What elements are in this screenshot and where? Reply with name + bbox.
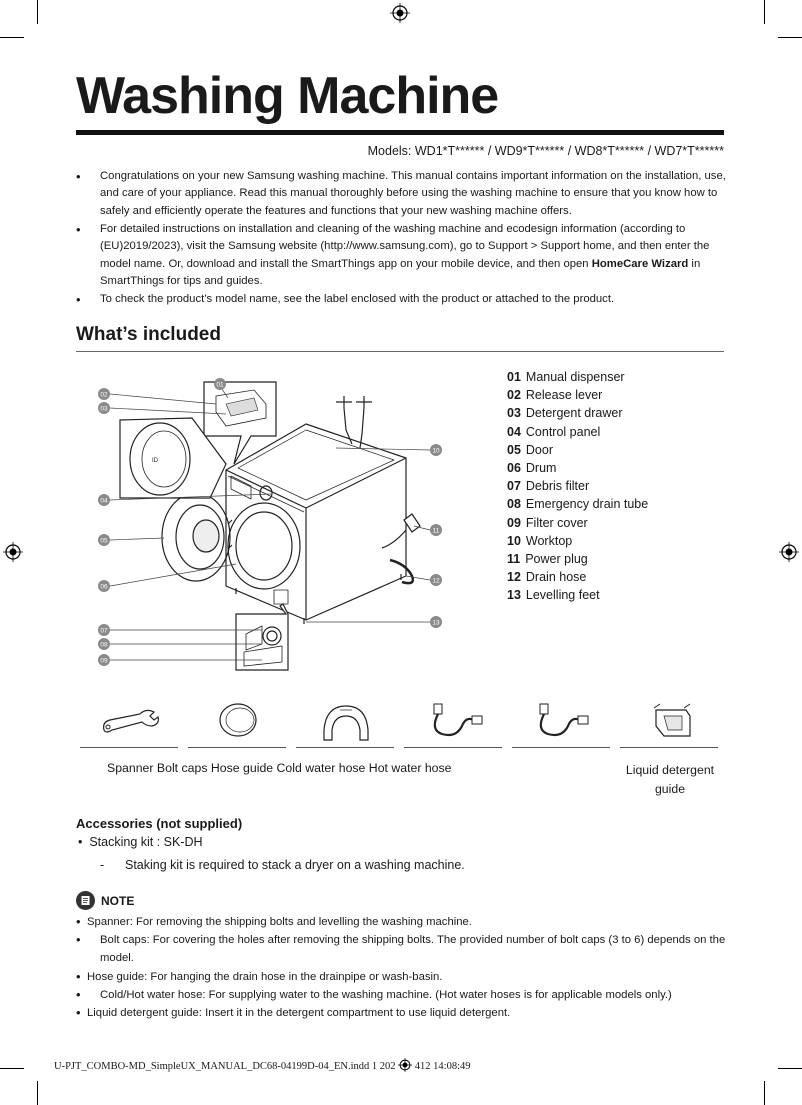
note-label: NOTE — [101, 893, 135, 908]
accessory-bolt-caps — [188, 700, 286, 750]
parts-list — [507, 368, 648, 604]
notes-list — [76, 913, 726, 1022]
note-icon — [76, 891, 95, 910]
part-item — [507, 423, 648, 441]
part-number: 09 — [507, 515, 521, 530]
part-label: Levelling feet — [525, 588, 600, 603]
callout-badge-09 — [98, 654, 110, 666]
whats-included-title: What’s included — [76, 324, 221, 345]
washing-machine-diagram — [76, 364, 496, 684]
part-item — [507, 386, 648, 404]
registration-mark-top-icon — [390, 3, 410, 23]
svg-text:01: 01 — [216, 381, 224, 389]
svg-text:02: 02 — [100, 391, 108, 399]
intro-bullet-2 — [76, 221, 726, 291]
intro-bullet-2-text-b: in SmartThings for tips and guides. — [100, 257, 701, 287]
crop-mark-bottom-left-v — [37, 1081, 38, 1105]
accessory-labels: Spanner Bolt caps Hose guide Cold water hose Hot water hose — [107, 761, 452, 775]
crop-mark-bottom-right-h — [778, 1068, 802, 1069]
registration-mark-right-icon — [779, 542, 799, 562]
accessory-cold-water-hose — [404, 700, 502, 750]
part-item — [507, 477, 648, 495]
crop-mark-top-right-v — [764, 0, 765, 24]
svg-text:10: 10 — [432, 447, 440, 455]
part-number: 10 — [507, 533, 521, 548]
models-line: Models: WD1*T****** / WD9*T****** / WD8*T****** / WD7*T****** — [367, 144, 724, 158]
stacking-kit-item: • Stacking kit : SK-DH — [78, 835, 203, 849]
note-item: • Cold/Hot water hose: For supplying water to the washing machine. (Hot water hoses is for applicable models only.) — [76, 986, 726, 1004]
callout-badge-08 — [98, 638, 110, 650]
part-label: Emergency drain tube — [525, 497, 649, 512]
callout-badge-06 — [98, 580, 110, 592]
note-item: • Spanner: For removing the shipping bolts and levelling the washing machine. — [76, 913, 726, 931]
accessory-hot-water-hose — [512, 700, 610, 750]
svg-text:03: 03 — [100, 405, 108, 413]
svg-text:07: 07 — [100, 627, 108, 635]
part-number: 02 — [507, 388, 521, 403]
callout-badge-04 — [98, 494, 110, 506]
part-item — [507, 532, 648, 550]
callout-badge-05 — [98, 534, 110, 546]
part-item — [507, 404, 648, 422]
svg-text:12: 12 — [432, 577, 440, 585]
part-number: 06 — [507, 460, 521, 475]
callout-badge-10 — [430, 444, 442, 456]
footer-date-part: 202 — [379, 1061, 396, 1072]
intro-bullet-1 — [76, 168, 726, 220]
callout-badge-12 — [430, 574, 442, 586]
intro-bullet-2-text-a: For detailed instructions on installation and cleaning of the washing machine and ecodesign information (according to (EU)2019/2023), visit the Samsung website (http://www.samsung.com), go to Support > Support home, and then enter the model name. Or, download and install the SmartThings app on your mobile device, and then open — [100, 222, 710, 270]
registration-mark-bottom-icon — [398, 1058, 412, 1072]
intro-bullet-3 — [76, 291, 726, 308]
note-item: • Hose guide: For hanging the drain hose in the drainpipe or wash-basin. — [76, 968, 726, 986]
crop-mark-top-left-h — [0, 37, 24, 38]
part-item — [507, 550, 648, 568]
part-item — [507, 459, 648, 477]
stacking-kit-subitem: - Staking kit is required to stack a dryer on a washing machine. — [100, 858, 465, 872]
part-item — [507, 568, 648, 586]
part-number: 04 — [507, 424, 521, 439]
part-label: Control panel — [525, 424, 601, 439]
part-number: 08 — [507, 497, 521, 512]
liquid-detergent-guide-icon — [620, 700, 718, 746]
crop-mark-bottom-left-h — [0, 1068, 24, 1069]
part-number: 11 — [507, 551, 521, 566]
part-label: Manual dispenser — [525, 370, 625, 384]
section-rule — [76, 351, 724, 352]
part-item — [507, 495, 648, 513]
part-label: Filter cover — [525, 515, 588, 530]
callout-badge-13 — [430, 616, 442, 628]
footer-file-name: U-PJT_COMBO-MD_SimpleUX_MANUAL_DC68-04199D-04_EN.indd 1 — [54, 1061, 378, 1072]
intro-bullet-3-text: To check the product’s model name, see the label enclosed with the product or attached to the product. — [100, 292, 615, 305]
part-number: 07 — [507, 479, 521, 494]
accessory-liquid-detergent-guide — [620, 700, 718, 750]
crop-mark-bottom-right-v — [764, 1081, 765, 1105]
accessory-spanner — [80, 700, 178, 750]
registration-mark-left-icon — [3, 542, 23, 562]
svg-text:11: 11 — [432, 527, 440, 535]
accessory-divider — [80, 747, 178, 748]
accessory-divider — [404, 747, 502, 748]
part-item — [507, 368, 648, 386]
accessory-hose-guide — [296, 700, 394, 750]
part-number: 03 — [507, 406, 521, 421]
part-label: Debris filter — [525, 479, 590, 494]
callout-badge-01 — [214, 378, 226, 390]
footer-time: 412 14:08:49 — [414, 1061, 471, 1072]
part-number: 13 — [507, 588, 521, 603]
part-label: Door — [525, 442, 553, 457]
note-item: • Bolt caps: For covering the holes after removing the shipping bolts. The provided number of bolt caps (3 to 6) depends on the model. — [76, 931, 726, 967]
accessory-divider — [296, 747, 394, 748]
part-number: 12 — [507, 570, 521, 585]
accessories-not-supplied-title: Accessories (not supplied) — [76, 816, 243, 831]
part-label: Drain hose — [525, 570, 587, 585]
part-number: 05 — [507, 442, 521, 457]
stacking-kit-text: Stacking kit : SK-DH — [89, 835, 203, 849]
svg-text:09: 09 — [100, 657, 108, 665]
svg-text:08: 08 — [100, 641, 108, 649]
note-item: • Liquid detergent guide: Insert it in the detergent compartment to use liquid detergent. — [76, 1004, 726, 1022]
intro-list — [76, 168, 726, 309]
liquid-detergent-guide-label: Liquid detergent guide — [625, 763, 715, 796]
crop-mark-top-left-v — [37, 0, 38, 24]
spanner-icon — [80, 700, 178, 746]
homecare-wizard-text: HomeCare Wizard — [591, 257, 689, 270]
accessories-row — [80, 700, 720, 750]
svg-text:04: 04 — [100, 497, 108, 505]
page-title: Washing Machine — [76, 67, 499, 125]
title-rule — [76, 130, 724, 135]
svg-text:05: 05 — [100, 537, 108, 545]
bolt-cap-icon — [188, 700, 286, 746]
callout-badge-07 — [98, 624, 110, 636]
accessory-divider — [188, 747, 286, 748]
svg-text:13: 13 — [432, 619, 440, 627]
stacking-kit-subtext: Staking kit is required to stack a dryer on a washing machine. — [125, 858, 465, 872]
note-header — [76, 891, 134, 910]
part-number: 01 — [507, 370, 521, 384]
svg-text:06: 06 — [100, 583, 108, 591]
intro-bullet-1-text: Congratulations on your new Samsung washing machine. This manual contains important information on the installation, use, and care of your appliance. Read this manual thoroughly before using the washing machine to ensure that you know how to safely and efficiently operate the features and functions that your new washing machine offers. — [100, 170, 726, 217]
part-item — [507, 586, 648, 604]
svg-text:ID: ID — [152, 458, 158, 464]
part-label: Worktop — [525, 533, 573, 548]
part-item — [507, 514, 648, 532]
part-label: Power plug — [525, 551, 588, 566]
callout-badge-03 — [98, 402, 110, 414]
part-label: Drum — [525, 460, 557, 475]
part-item — [507, 441, 648, 459]
part-label: Detergent drawer — [525, 406, 623, 421]
cold-water-hose-icon — [404, 700, 502, 746]
callout-badge-11 — [430, 524, 442, 536]
callout-badge-02 — [98, 388, 110, 400]
hose-guide-icon — [296, 700, 394, 746]
footer-slug — [54, 1058, 471, 1072]
accessory-divider — [620, 747, 718, 748]
hot-water-hose-icon — [512, 700, 610, 746]
accessory-divider — [512, 747, 610, 748]
crop-mark-top-right-h — [778, 37, 802, 38]
part-label: Release lever — [525, 388, 603, 403]
